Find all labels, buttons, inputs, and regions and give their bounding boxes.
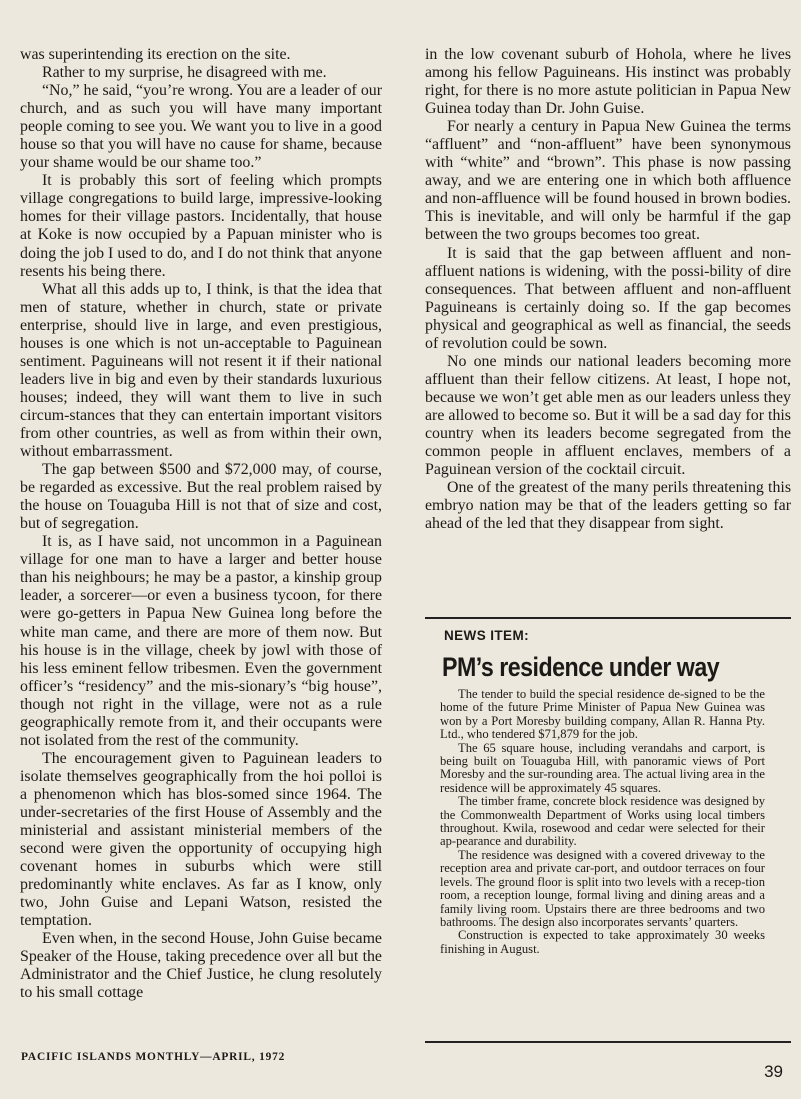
paragraph: Even when, in the second House, John Guise became Speaker of the House, taking precedence over all but the Administrator and the Chief Justice, he clung resolutely to his small cottage — [20, 930, 382, 1002]
news-headline: PM’s residence under way — [442, 652, 720, 682]
news-item-label: NEWS ITEM: — [444, 628, 529, 643]
paragraph: What all this adds up to, I think, is that the idea that men of stature, whether in church, state or private enterprise, should live in large, and even prestigious, houses is one which is not un-acceptable to Paguinean sentiment. Paguineans will not resent it if their national leaders live in big and even by their standards luxurious houses; indeed, they will want them to live in such circum-stances that they can entertain important visitors from other countries, as well as from within their own, without embarrassment. — [20, 280, 382, 461]
paragraph: No one minds our national leaders becoming more affluent than their fellow citizens. At least, I hope not, because we won’t get able men as our leaders unless they are allowed to become so. But it will be a sad day for this country when its leaders become segregated from the common people in affluent enclaves, members of a Paguinean version of the cocktail circuit. — [425, 352, 791, 479]
paragraph: For nearly a century in Papua New Guinea the terms “affluent” and “non-affluent” have been synonymous with “white” and “brown”. This phase is now passing away, and we are entering one in which both affluence and non-affluence will be found housed in brown bodies. This is inevitable, and will only be harmful if the gap between the two groups becomes too great. — [425, 118, 791, 244]
paragraph: in the low covenant suburb of Hohola, where he lives among his fellow Paguineans. His instinct was probably right, for there is no more astute politician in Papua New Guinea today than Dr. John Guise. — [425, 46, 791, 118]
paragraph: The encouragement given to Paguinean leaders to isolate themselves geographically from the hoi polloi is a phenomenon which has blos-somed since 1964. The under-secretaries of the first House of Assembly and the ministerial and assistant ministerial members of the second were given the opportunity of occupying high covenant homes in suburbs which were still predominantly white enclaves. As far as I know, only two, John Guise and Lepani Watson, resisted the temptation. — [20, 749, 382, 930]
paragraph: The gap between $500 and $72,000 may, of course, be regarded as excessive. But the real problem raised by the house on Touaguba Hill is not that of size and cost, but of segregation. — [20, 461, 382, 533]
publication-footer: PACIFIC ISLANDS MONTHLY—APRIL, 1972 — [21, 1051, 286, 1063]
page-number: 39 — [764, 1062, 783, 1081]
news-paragraph: Construction is expected to take approximately 30 weeks finishing in August. — [440, 928, 765, 956]
news-paragraph: The timber frame, concrete block residence was designed by the Commonwealth Department of Works using local timbers throughout. Kwila, rosewood and cedar were selected for their ap-pearance and durability. — [440, 794, 765, 849]
left-column — [20, 46, 382, 1002]
news-bottom-rule — [425, 1041, 791, 1043]
paragraph: One of the greatest of the many perils threatening this embryo nation may be that of the leaders getting so far ahead of the led that they disappear from sight. — [425, 479, 791, 533]
right-column — [425, 46, 791, 533]
paragraph: was superintending its erection on the site. — [20, 46, 291, 63]
paragraph: Rather to my surprise, he disagreed with me. — [42, 64, 327, 82]
paragraph: “No,” he said, “you’re wrong. You are a leader of our church, and as such you will have many important people coming to see you. We want you to live in a good house so that you will have no cause for shame, because your shame would be our shame too.” — [20, 82, 382, 172]
news-paragraph: The tender to build the special residence de-signed to be the home of the future Prime Minister of Papua New Guinea was won by a Port Moresby building company, Allan R. Hanna Pty. Ltd., who tendered $71,879 for the job. — [440, 687, 765, 742]
news-item-body — [440, 688, 765, 956]
paragraph: It is said that the gap between affluent and non-affluent nations is widening, with the possi-bility of dire consequences. That between affluent and non-affluent Paguineans is certainly doing so. If the gap becomes physical and geographical as well as financial, the seeds of revolution could be sown. — [425, 244, 791, 352]
news-top-rule — [425, 617, 791, 619]
paragraph: It is, as I have said, not uncommon in a Paguinean village for one man to have a larger and better house than his neighbours; he may be a pastor, a kinship group leader, a sorcerer—or even a business tycoon, for there were go-getters in Papua New Guinea long before the white man came, and there are more of them now. But his house is in the village, cheek by jowl with those of his less eminent fellow tribesmen. Even the government officer’s “residency” and the mis-sionary’s “big house”, though not right in the village, were not as a rule geographically remote from it, and their occupants were not isolated from the rest of the community. — [20, 533, 382, 749]
paragraph: It is probably this sort of feeling which prompts village congregations to build large, impressive-looking homes for their village pastors. Incidentally, that house at Koke is now occupied by a Papuan minister who is doing the job I used to do, and I do not think that anyone resents his being there. — [20, 172, 382, 280]
news-paragraph: The residence was designed with a covered driveway to the reception area and private car-port, and outdoor terraces on four levels. The ground floor is split into two levels with a recep-tion room, a reception lounge, formal living and dining areas and a family living room. Upstairs there are three bedrooms and two bathrooms. The design also incorporates servants’ quarters. — [440, 847, 765, 929]
news-paragraph: The 65 square house, including verandahs and carport, is being built on Touaguba Hill, with panoramic views of Port Moresby and the sur-rounding area. The actual living area in the residence will be approximately 45 squares. — [440, 740, 765, 795]
